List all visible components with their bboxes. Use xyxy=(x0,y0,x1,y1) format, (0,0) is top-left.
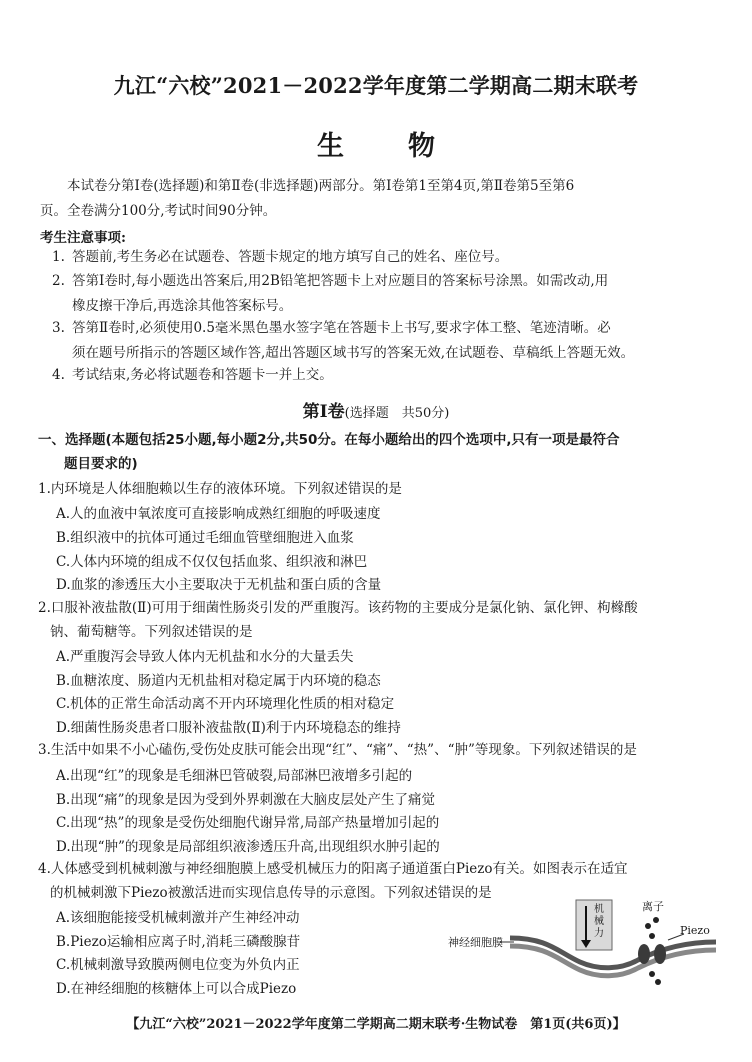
question-1-option-d: D.血浆的渗透压大小主要取决于无机盐和蛋白质的含量 xyxy=(56,577,382,593)
part-one-line-2: 题目要求的) xyxy=(64,456,138,472)
question-2-option-c: C.机体的正常生命活动离不开内环境理化性质的相对稳定 xyxy=(56,696,395,712)
question-2-option-b: B.血糖浓度、肠道内无机盐相对稳定属于内环境的稳态 xyxy=(56,673,381,689)
notice-continuation: 橡皮擦干净后,再选涂其他答案标号。 xyxy=(72,297,293,314)
notice-text: 答题前,考生务必在试题卷、答题卡规定的地方填写自己的姓名、座位号。 xyxy=(72,249,509,265)
question-4-stem-line-2: 的机械刺激下Piezo被激活进而实现信息传导的示意图。下列叙述错误的是 xyxy=(50,885,492,901)
notice-text: 答第Ⅱ卷时,必须使用0.5毫米黑色墨水签字笔在答题卡上书写,要求字体工整、笔迹清晰。必 xyxy=(72,320,611,336)
question-2-option-a: A.严重腹泻会导致人体内无机盐和水分的大量丢失 xyxy=(56,649,354,665)
question-4-option-c: C.机械刺激导致膜两侧电位变为外负内正 xyxy=(56,957,300,973)
ion-dot xyxy=(649,971,655,977)
question-4-option-b: B.Piezo运输相应离子时,消耗三磷酸腺苷 xyxy=(56,934,301,950)
intro-line-1: 本试卷分第Ⅰ卷(选择题)和第Ⅱ卷(非选择题)两部分。第Ⅰ卷第1至第4页,第Ⅱ卷第5至第6 xyxy=(67,178,575,194)
notice-item-3 xyxy=(52,316,724,365)
notice-item-1 xyxy=(52,245,724,270)
membrane-label: 神经细胞膜 xyxy=(448,936,503,949)
ion-dot xyxy=(645,923,651,929)
section-heading xyxy=(0,397,752,422)
section-subtitle: (选择题 共50分) xyxy=(344,406,450,421)
piezo-label: Piezo xyxy=(680,924,710,937)
question-2-stem-line-1: 2.口服补液盐散(Ⅱ)可用于细菌性肠炎引发的严重腹泻。该药物的主要成分是氯化钠、氯化钾、枸橼酸 xyxy=(38,600,638,616)
question-2-stem-line-2: 钠、葡萄糖等。下列叙述错误的是 xyxy=(50,624,253,640)
notice-title: 考生注意事项: xyxy=(40,230,126,246)
notice-text: 考试结束,务必将试题卷和答题卡一并上交。 xyxy=(72,367,333,383)
notice-text: 答第Ⅰ卷时,每小题选出答案后,用2B铅笔把答题卡上对应题目的答案标号涂黑。如需改动,用 xyxy=(72,273,609,289)
intro-line-2: 页。全卷满分100分,考试时间90分钟。 xyxy=(40,202,277,219)
notice-num: 3. xyxy=(52,320,65,336)
question-3-option-a: A.出现“红”的现象是毛细淋巴管破裂,局部淋巴液增多引起的 xyxy=(56,768,413,784)
notice-num: 2. xyxy=(52,273,65,289)
question-1-option-c: C.人体内环境的组成不仅仅包括血浆、组织液和淋巴 xyxy=(56,554,368,570)
piezo-subunit-left xyxy=(638,944,650,964)
force-label: 机械力 xyxy=(594,904,604,939)
question-3-stem: 3.生活中如果不小心磕伤,受伤处皮肤可能会出现“红”、“痛”、“热”、“肿”等现象。下列叙述错误的是 xyxy=(38,742,637,758)
section-title: 第Ⅰ卷 xyxy=(302,402,345,422)
piezo-figure xyxy=(448,896,718,1000)
notice-num: 1. xyxy=(52,249,65,265)
piezo-subunit-right xyxy=(654,944,666,964)
notice-num: 4. xyxy=(52,367,65,383)
notice-item-2 xyxy=(52,269,724,318)
question-4-option-d: D.在神经细胞的核糖体上可以合成Piezo xyxy=(56,981,297,997)
ion-label: 离子 xyxy=(642,900,664,913)
part-one-instructions xyxy=(38,428,720,476)
ion-dot xyxy=(655,979,661,985)
question-4-option-a: A.该细胞能接受机械刺激并产生神经冲动 xyxy=(56,910,300,926)
question-4-stem-line-1: 4.人体感受到机械刺激与神经细胞膜上感受机械压力的阳离子通道蛋白Piezo有关。如图表示在适宜 xyxy=(38,861,628,877)
intro-paragraph xyxy=(40,174,730,223)
membrane-inner-layer xyxy=(510,946,716,976)
exam-title: 九江“六校”2021－2022学年度第二学期高二期末联考 xyxy=(113,73,639,98)
ion-dot xyxy=(649,933,655,939)
page-footer: 【九江“六校”2021－2022学年度第二学期高二期末联考·生物试卷 第1页(共6页)】 xyxy=(126,1017,626,1032)
question-3-option-d: D.出现“肿”的现象是局部组织液渗透压升高,出现组织水肿引起的 xyxy=(56,839,440,855)
ion-dot xyxy=(653,917,659,923)
part-one-line-1: 一、选择题(本题包括25小题,每小题2分,共50分。在每小题给出的四个选项中,只有一项是最符合 xyxy=(38,432,620,448)
subject-title: 生物 xyxy=(317,131,499,162)
question-3-option-c: C.出现“热”的现象是受伤处细胞代谢异常,局部产热量增加引起的 xyxy=(56,815,440,831)
question-1-option-a: A.人的血液中氧浓度可直接影响成熟红细胞的呼吸速度 xyxy=(56,506,381,522)
notice-continuation: 须在题号所指示的答题区域作答,超出答题区域书写的答案无效,在试题卷、草稿纸上答题无效。 xyxy=(72,344,635,361)
question-1-stem: 1.内环境是人体细胞赖以生存的液体环境。下列叙述错误的是 xyxy=(38,481,402,497)
notice-item-4 xyxy=(52,363,724,388)
question-2-option-d: D.细菌性肠炎患者口服补液盐散(Ⅱ)利于内环境稳态的维持 xyxy=(56,720,401,736)
question-1-option-b: B.组织液中的抗体可通过毛细血管壁细胞进入血浆 xyxy=(56,530,354,546)
question-3-option-b: B.出现“痛”的现象是因为受到外界刺激在大脑皮层处产生了痛觉 xyxy=(56,792,436,808)
